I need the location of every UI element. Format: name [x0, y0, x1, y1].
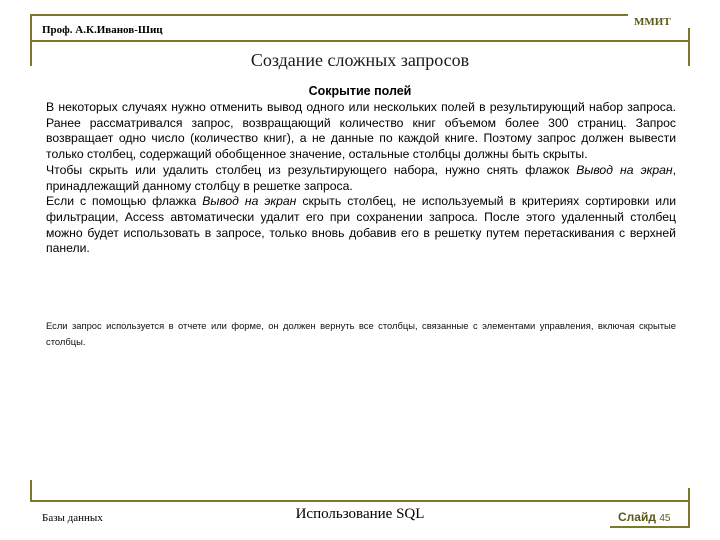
footer-rule-bottom — [610, 526, 690, 528]
header-rule-bottom — [30, 40, 690, 42]
footer-rule — [30, 500, 690, 502]
body-paragraph-3 — [46, 194, 676, 257]
p2-emphasis: Вывод на экран — [576, 162, 673, 177]
header-rule-top — [30, 14, 628, 16]
p3-end: скрыть столбец, не используемый в критериях сортировки или фильтрации, Access автоматически удалит его при сохранении запроса. После этого удаленный столбец можно будет использовать в запросе, только вновь добавив его в решетку путем перетаскивания с верхней панели. — [46, 194, 677, 256]
section-heading: Сокрытие полей — [308, 84, 412, 98]
footer-slide-label — [618, 510, 670, 524]
body-paragraph-2 — [46, 163, 676, 194]
p2-end: , принадлежащий данному столбцу в решетке запроса. — [46, 162, 676, 193]
org-label: ММИТ — [634, 16, 671, 28]
footer-rule-left — [30, 480, 32, 502]
author-label: Проф. А.К.Иванов-Шиц — [42, 24, 163, 36]
note-text: Если запрос используется в отчете или форме, он должен вернуть все столбцы, связанные с элементами управления, включая скрытые столбцы. — [46, 320, 676, 347]
footer-topic: Использование SQL — [295, 506, 425, 522]
slide-title: Создание сложных запросов — [250, 50, 470, 70]
p3-emphasis: Вывод на экран — [202, 194, 297, 209]
slide-word: Слайд — [618, 510, 656, 524]
body-paragraph-1: В некоторых случаях нужно отменить вывод одного или нескольких полей в результирующий набор запроса. Ранее рассматривался запрос, возвращающий количество книг объемом более 300 страниц. Запрос возвращает одно число (количество книг), а не данные по каждой книге. Поэтому запрос должен вывести только столбец, содержащий обобщенное значение, остальные столбцы должны быть скрыты. — [46, 100, 676, 162]
footer-course: Базы данных — [42, 512, 103, 524]
slide-number: 45 — [659, 513, 671, 524]
p3-start: Если с помощью флажка — [46, 194, 203, 209]
p2-start: Чтобы скрыть или удалить столбец из результирующего набора, нужно снять флажок — [46, 162, 577, 177]
body-text — [46, 100, 676, 257]
